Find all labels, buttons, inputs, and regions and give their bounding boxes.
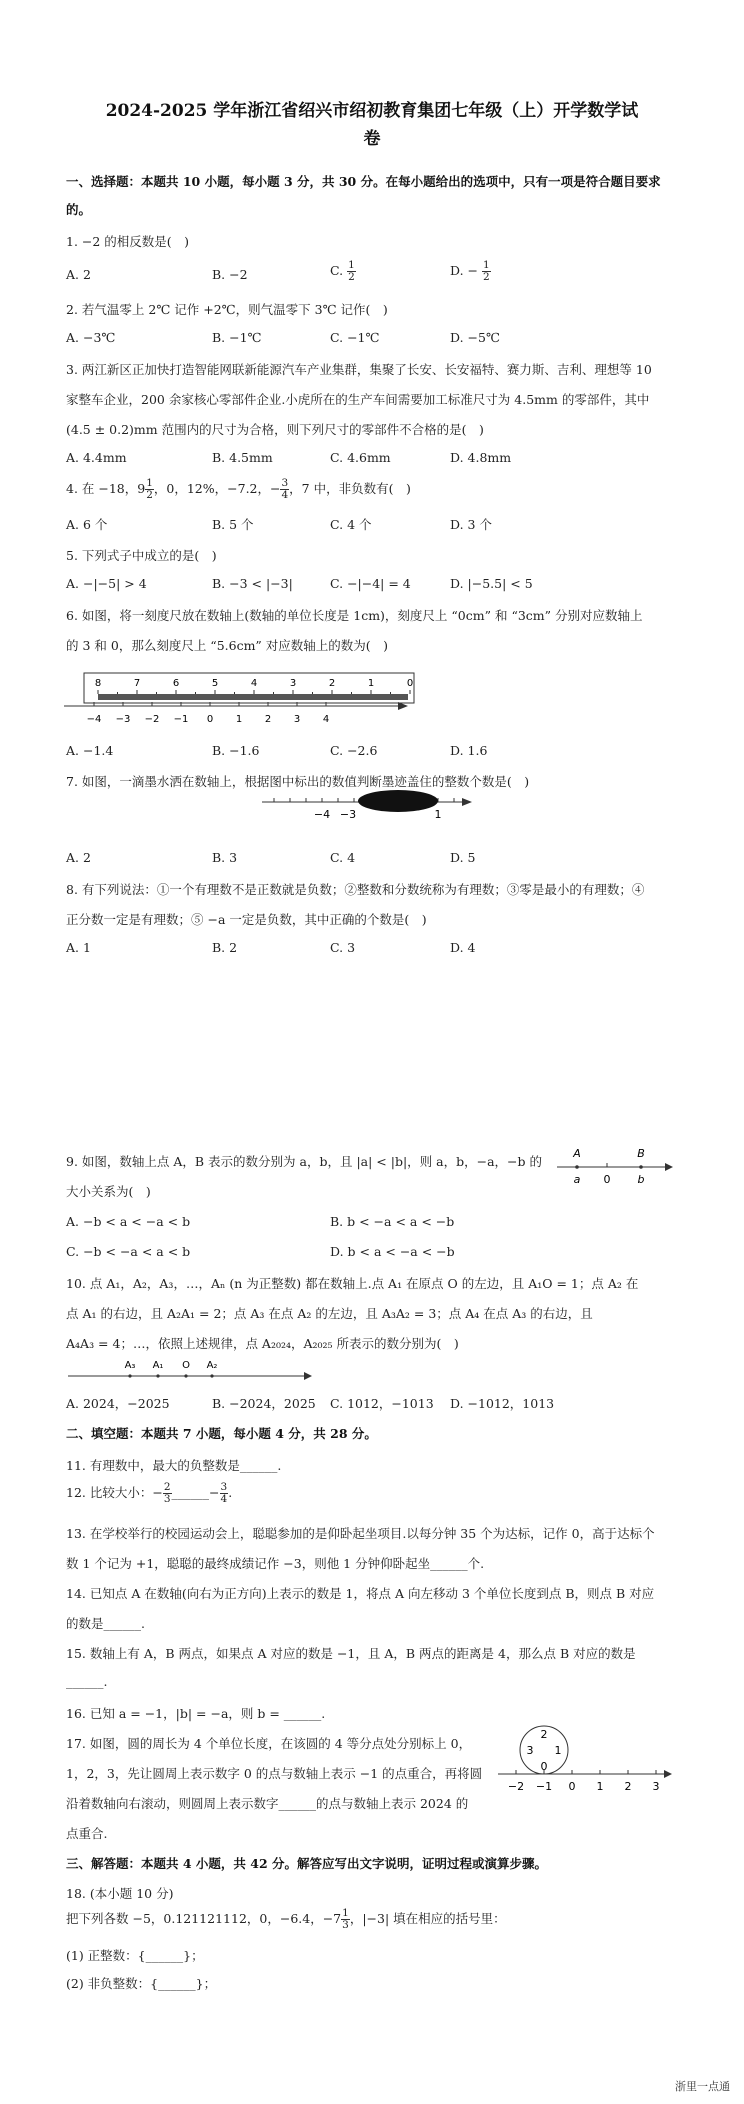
q9-option-b[interactable]: B. b < −a < a < −b xyxy=(330,1214,455,1229)
question-1-stem: 1. −2 的相反数是( ) xyxy=(66,234,190,249)
q6-axis-label: −3 xyxy=(115,714,131,725)
q3-option-c[interactable]: C. 4.6mm xyxy=(330,450,391,465)
q6-axis-label: 0 xyxy=(206,714,214,725)
q6-ruler-label: 1 xyxy=(367,678,375,689)
q3-option-d[interactable]: D. 4.8mm xyxy=(450,450,512,465)
q6-axis-label: −1 xyxy=(173,714,189,725)
q2-option-b[interactable]: B. −1℃ xyxy=(212,330,262,345)
q10-option-d[interactable]: D. −1012，1013 xyxy=(450,1396,555,1411)
q2-option-c[interactable]: C. −1℃ xyxy=(330,330,380,345)
question-12: 12. 比较大小：− $\frac{2}{3}$ ______− $\frac{3}{4}$ . xyxy=(66,1481,233,1505)
q10-option-c[interactable]: C. 1012，−1013 xyxy=(330,1396,434,1411)
q2-option-d[interactable]: D. −5℃ xyxy=(450,330,500,345)
q3-option-a[interactable]: A. 4.4mm xyxy=(66,450,127,465)
question-3-line-3: (4.5 ± 0.2)mm 范围内的尺寸为合格，则下列尺寸的零部件不合格的是( ) xyxy=(66,422,484,437)
q9-label-A: A xyxy=(573,1147,581,1160)
question-18-heading: 18. (本小题 10 分) xyxy=(66,1886,174,1901)
question-13-line-2: 数 1 个记为 +1，聪聪的最终成绩记作 −3，则他 1 分钟仰卧起坐______个. xyxy=(66,1556,485,1571)
q7-ink-numberline-figure xyxy=(258,788,478,822)
q6-axis-label: −2 xyxy=(144,714,160,725)
q6-ruler-label: 8 xyxy=(94,678,102,689)
q7-label-left-2: −3 xyxy=(339,808,357,821)
section-1-heading-cont: 的。 xyxy=(66,202,92,217)
section-2-heading: 二、填空题：本题共 7 小题，每小题 4 分，共 28 分。 xyxy=(66,1426,377,1441)
q9-axis-arrow xyxy=(665,1163,673,1171)
q10-numberline-figure xyxy=(66,1356,316,1386)
q6-option-c[interactable]: C. −2.6 xyxy=(330,743,378,758)
q1-option-a[interactable]: A. 2 xyxy=(66,267,91,282)
q17-circle-label-3: 3 xyxy=(526,1744,534,1757)
q17-axis-label: 1 xyxy=(596,1780,604,1793)
q6-option-a[interactable]: A. −1.4 xyxy=(66,743,114,758)
question-9-line-1: 9. 如图，数轴上点 A，B 表示的数分别为 a，b，且 |a| < |b|，则 a，b，−a，−b 的 xyxy=(66,1154,542,1169)
q17-circle-label-1: 1 xyxy=(554,1744,562,1757)
q6-ruler-label: 5 xyxy=(211,678,219,689)
q1-option-c-label: C. xyxy=(330,263,344,278)
q6-option-b[interactable]: B. −1.6 xyxy=(212,743,260,758)
q9-option-a[interactable]: A. −b < a < −a < b xyxy=(66,1214,191,1229)
q4-option-a[interactable]: A. 6 个 xyxy=(66,517,108,532)
q6-axis-label: −4 xyxy=(86,714,102,725)
q17-circle-label-2: 2 xyxy=(540,1728,548,1741)
question-17-line-3: 沿着数轴向右滚动，则圆周上表示数字______的点与数轴上表示 2024 的 xyxy=(66,1796,469,1811)
q5-option-b[interactable]: B. −3 < |−3| xyxy=(212,576,293,591)
question-11: 11. 有理数中，最大的负整数是______. xyxy=(66,1458,282,1473)
question-14-line-1: 14. 已知点 A 在数轴(向右为正方向)上表示的数是 1，将点 A 向左移动 3 个单位长度到点 B，则点 B 对应 xyxy=(66,1586,655,1601)
q17-axis-label: 3 xyxy=(652,1780,660,1793)
question-17-line-1: 17. 如图，圆的周长为 4 个单位长度，在该圆的 4 等分点处分别标上 0， xyxy=(66,1736,472,1751)
q9-option-c[interactable]: C. −b < −a < a < b xyxy=(66,1244,191,1259)
q7-option-c[interactable]: C. 4 xyxy=(330,850,356,865)
question-15-line-2: ______. xyxy=(66,1674,108,1689)
q10-label-o: O xyxy=(182,1360,190,1371)
question-8-line-1: 8. 有下列说法：①一个有理数不是正数就是负数；②整数和分数统称为有理数；③零是最小的有理数；④ xyxy=(66,882,645,897)
q9-point-b xyxy=(639,1165,643,1169)
q8-option-a[interactable]: A. 1 xyxy=(66,940,91,955)
q10-point-a3 xyxy=(128,1374,131,1377)
q10-label-a1: A₁ xyxy=(152,1360,164,1371)
q9-label-0: 0 xyxy=(603,1173,611,1186)
q6-ruler-label: 4 xyxy=(250,678,258,689)
section-3-heading: 三、解答题：本题共 4 小题，共 42 分。解答应写出文字说明，证明过程或演算步骤。 xyxy=(66,1856,548,1871)
q12-fraction-2: $\frac{3}{4}$ xyxy=(220,1481,228,1505)
q6-axis-label: 1 xyxy=(235,714,243,725)
q10-axis-arrow xyxy=(304,1372,312,1380)
question-3-line-1: 3. 两江新区正加快打造智能网联新能源汽车产业集群，集聚了长安、长安福特、赛力斯、吉利、理想等 10 xyxy=(66,362,652,377)
title-line-2: 卷 xyxy=(363,129,381,149)
q17-axis-label: 0 xyxy=(568,1780,576,1793)
q7-label-right: 1 xyxy=(434,808,442,821)
q4-option-d[interactable]: D. 3 个 xyxy=(450,517,492,532)
question-6-line-1: 6. 如图，将一刻度尺放在数轴上(数轴的单位长度是 1cm)，刻度尺上 “0cm” 和 “3cm” 分别对应数轴上 xyxy=(66,608,643,623)
q8-option-b[interactable]: B. 2 xyxy=(212,940,238,955)
q6-axis-label: 2 xyxy=(264,714,272,725)
q4-fraction-1: $\frac{1}{2}$ xyxy=(146,477,153,501)
q17-axis-label: −1 xyxy=(535,1780,553,1793)
q4-fraction-2: $\frac{3}{4}$ xyxy=(281,477,289,501)
footer-brand: 浙里一点通 xyxy=(675,2080,730,2093)
question-17-line-2: 1，2，3，先让圆周上表示数字 0 的点与数轴上表示 −1 的点重合，再将圆 xyxy=(66,1766,483,1781)
q10-label-a2: A₂ xyxy=(206,1360,218,1371)
question-17-line-4: 点重合. xyxy=(66,1826,108,1841)
question-8-line-2: 正分数一定是有理数；⑤ −a 一定是负数，其中正确的个数是( ) xyxy=(66,912,427,927)
q7-axis-arrow xyxy=(462,798,472,806)
q17-circle-label-0: 0 xyxy=(540,1760,548,1773)
q7-option-a[interactable]: A. 2 xyxy=(66,850,91,865)
question-7-stem: 7. 如图，一滴墨水洒在数轴上，根据图中标出的数值判断墨迹盖住的整数个数是( ) xyxy=(66,774,530,789)
q17-axis-label: −2 xyxy=(507,1780,525,1793)
q1-option-b[interactable]: B. −2 xyxy=(212,267,248,282)
q6-ruler-label: 7 xyxy=(133,678,141,689)
q8-option-c[interactable]: C. 3 xyxy=(330,940,356,955)
question-6-line-2: 的 3 和 0，那么刻度尺上 “5.6cm” 对应数轴上的数为( ) xyxy=(66,638,389,653)
q6-ruler-label: 0 xyxy=(406,678,414,689)
question-10-line-2: 点 A₁ 的右边，且 A₂A₁ = 2；点 A₃ 在点 A₂ 的左边，且 A₃A₂ = 3；点 A₄ 在点 A₃ 的右边，且 xyxy=(66,1306,593,1321)
q9-label-b: b xyxy=(637,1173,645,1186)
q7-label-left-1: −4 xyxy=(313,808,331,821)
question-15-line-1: 15. 数轴上有 A，B 两点，如果点 A 对应的数是 −1，且 A，B 两点的距离是 4，那么点 B 对应的数是 xyxy=(66,1646,636,1661)
q17-circle-numberline-figure xyxy=(496,1706,676,1798)
q3-option-b[interactable]: B. 4.5mm xyxy=(212,450,273,465)
question-10-line-1: 10. 点 A₁，A₂，A₃，…，Aₙ (n 为正整数) 都在数轴上.点 A₁ 在原点 O 的左边，且 A₁O = 1；点 A₂ 在 xyxy=(66,1276,639,1291)
q5-option-a[interactable]: A. −|−5| > 4 xyxy=(66,576,147,591)
q5-option-c[interactable]: C. −|−4| = 4 xyxy=(330,576,411,591)
q6-ruler-label: 6 xyxy=(172,678,180,689)
q6-axis-label: 4 xyxy=(322,714,330,725)
q17-axis-label: 2 xyxy=(624,1780,632,1793)
q1-option-d-label: D. − xyxy=(450,263,478,278)
question-13-line-1: 13. 在学校举行的校园运动会上，聪聪参加的是仰卧起坐项目.以每分钟 35 个为达标，记作 0，高于达标个 xyxy=(66,1526,655,1541)
q9-point-a xyxy=(575,1165,579,1169)
q1-option-c-fraction: $\frac{1}{2}$ xyxy=(348,259,355,283)
q4-option-b[interactable]: B. 5 个 xyxy=(212,517,254,532)
q9-label-a: a xyxy=(573,1173,581,1186)
question-4-stem: 4. 在 −18，9 $\frac{1}{2}$ ，0，12%，−7.2，− $\frac{3}{4}$ ，7 中，非负数有( ) xyxy=(66,477,411,501)
q6-option-d[interactable]: D. 1.6 xyxy=(450,743,488,758)
question-18-item-1: (1) 正整数：{______}； xyxy=(66,1948,204,1963)
q4-option-c[interactable]: C. 4 个 xyxy=(330,517,372,532)
ruler-edge xyxy=(98,694,408,700)
question-2-stem: 2. 若气温零上 2℃ 记作 +2℃，则气温零下 3℃ 记作( ) xyxy=(66,302,388,317)
q1-option-c[interactable] xyxy=(330,260,356,283)
q1-option-d-fraction: $\frac{1}{2}$ xyxy=(482,259,490,283)
title-line-1: 2024-2025 学年浙江省绍兴市绍初教育集团七年级（上）开学数学试 xyxy=(105,101,639,121)
q10-point-a1 xyxy=(156,1374,159,1377)
q6-ruler-label: 3 xyxy=(289,678,297,689)
q10-point-o xyxy=(184,1374,187,1377)
question-5-stem: 5. 下列式子中成立的是( ) xyxy=(66,548,217,563)
q6-axis-label: 3 xyxy=(293,714,301,725)
q10-point-a2 xyxy=(210,1374,213,1377)
q10-option-b[interactable]: B. −2024，2025 xyxy=(212,1396,316,1411)
question-18-stem: 把下列各数 −5，0.121121112，0，−6.4，−7 $\frac{1}{3}$ ，|−3| 填在相应的括号里： xyxy=(66,1907,506,1931)
q17-axis-arrow xyxy=(664,1770,672,1778)
q8-option-d[interactable]: D. 4 xyxy=(450,940,476,955)
question-9-line-2: 大小关系为( ) xyxy=(66,1184,151,1199)
q18-fraction: $\frac{1}{3}$ xyxy=(342,1907,349,1931)
q10-option-a[interactable]: A. 2024，−2025 xyxy=(66,1396,170,1411)
question-3-line-2: 家整车企业，200 余家核心零部件企业.小虎所在的生产车间需要加工标准尺寸为 4.5mm 的零部件，其中 xyxy=(66,392,650,407)
q7-ink-blot xyxy=(358,790,438,812)
q10-label-a3: A₃ xyxy=(124,1360,136,1371)
q2-option-a[interactable]: A. −3℃ xyxy=(66,330,116,345)
q5-option-d[interactable]: D. |−5.5| < 5 xyxy=(450,576,533,591)
q12-fraction-1: $\frac{2}{3}$ xyxy=(163,1481,171,1505)
section-1-heading: 一、选择题：本题共 10 小题，每小题 3 分，共 30 分。在每小题给出的选项中，只有一项是符合题目要求 xyxy=(66,174,661,189)
question-16: 16. 已知 a = −1，|b| = −a，则 b = ______. xyxy=(66,1706,326,1721)
q1-option-d[interactable] xyxy=(450,260,491,283)
q9-numberline-figure xyxy=(555,1145,675,1191)
q6-ruler-label: 2 xyxy=(328,678,336,689)
question-10-line-3: A₄A₃ = 4；…，依照上述规律，点 A₂₀₂₄，A₂₀₂₅ 所表示的数分别为( ) xyxy=(66,1336,459,1351)
q9-label-B: B xyxy=(637,1147,645,1160)
q7-option-b[interactable]: B. 3 xyxy=(212,850,238,865)
question-14-line-2: 的数是______. xyxy=(66,1616,145,1631)
q6-ruler-numberline-figure xyxy=(62,668,412,730)
q7-option-d[interactable]: D. 5 xyxy=(450,850,476,865)
question-18-item-2: (2) 非负整数：{______}； xyxy=(66,1976,217,1991)
q9-option-d[interactable]: D. b < a < −a < −b xyxy=(330,1244,455,1259)
